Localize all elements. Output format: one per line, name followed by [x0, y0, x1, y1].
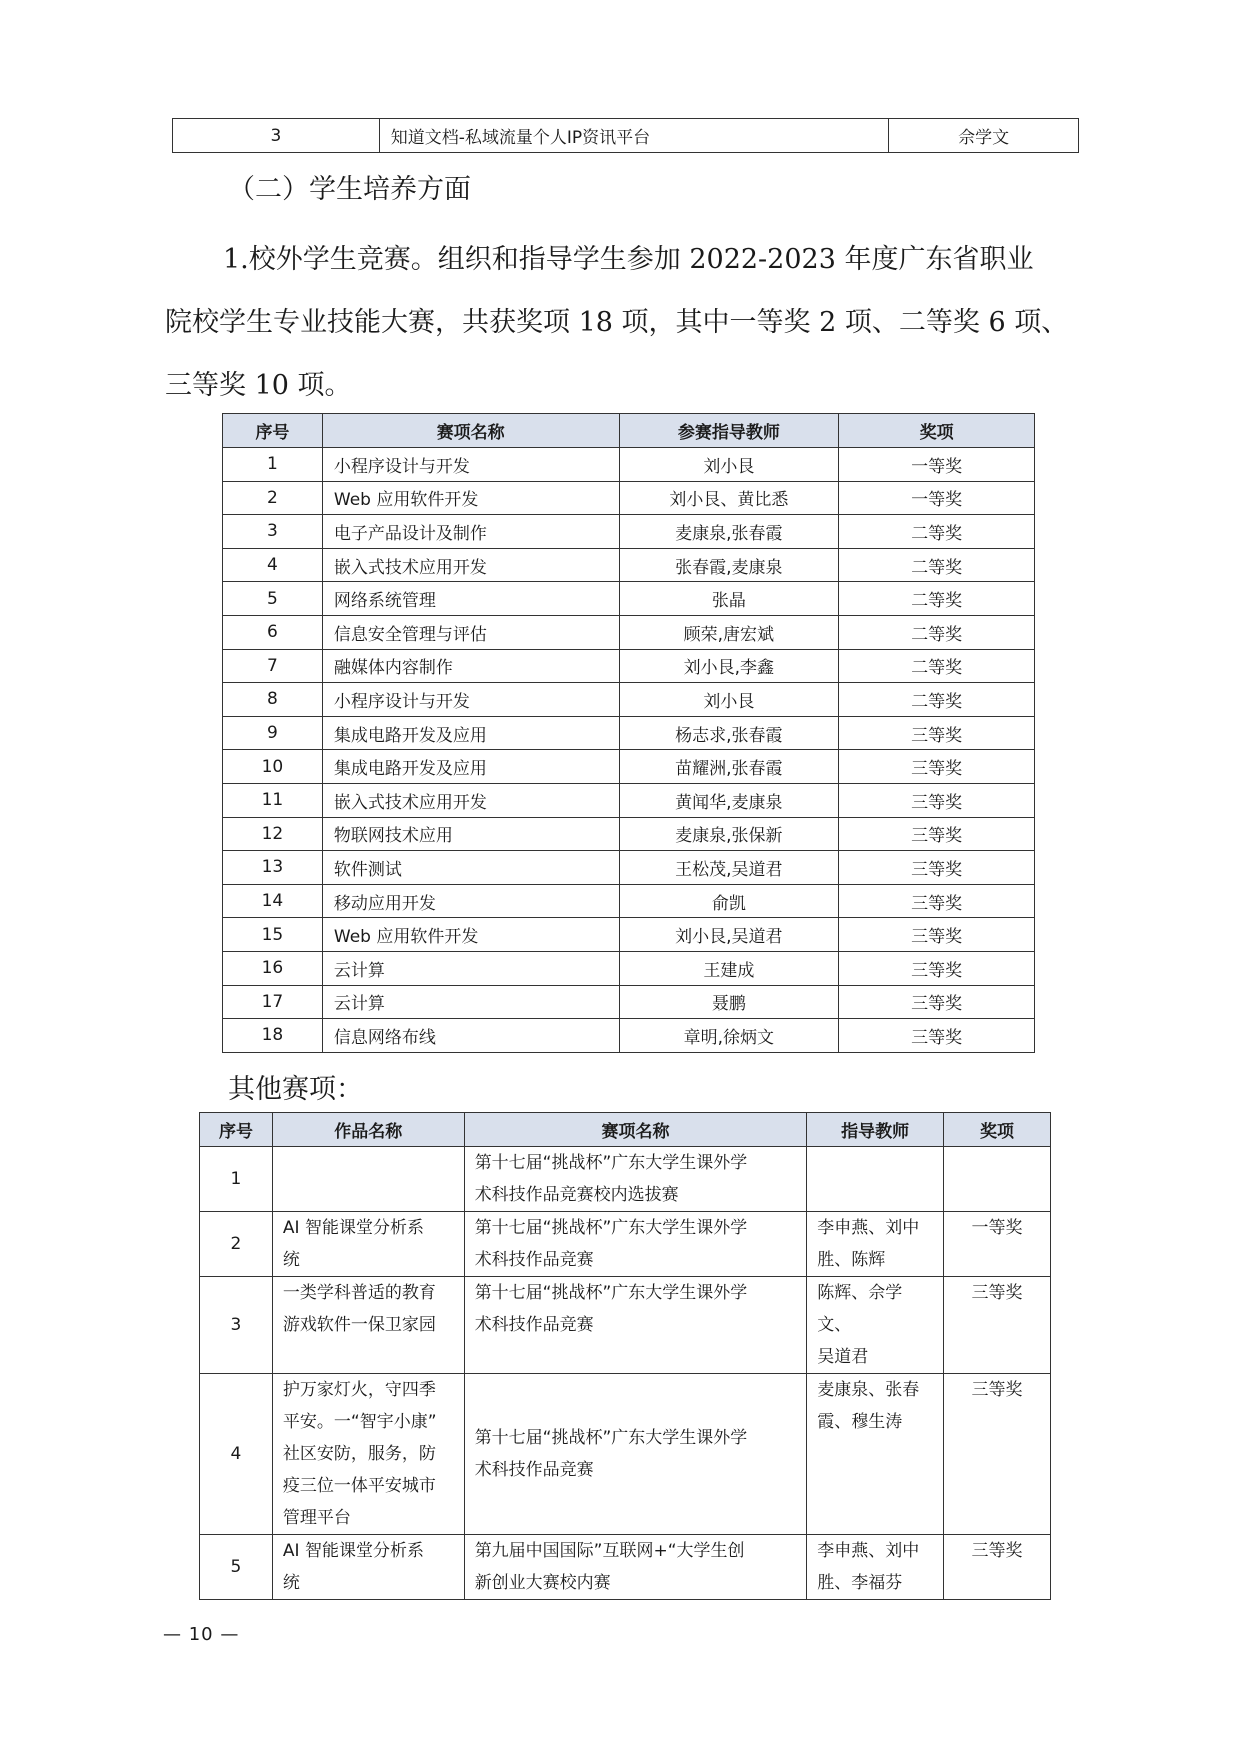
teacher-names: 麦康泉,张保新	[619, 817, 839, 851]
teacher-names: 顾荣,唐宏斌	[619, 615, 839, 649]
contest-name-line: 第十七届“挑战杯”广东大学生课外学	[474, 1283, 748, 1303]
table-row	[200, 1212, 1051, 1277]
row-number: 12	[223, 817, 323, 851]
teacher-names-line: 李申燕、刘中	[817, 1218, 920, 1238]
contest-name: Web 应用软件开发	[322, 918, 619, 952]
row-number: 15	[223, 918, 323, 952]
teacher-names: 俞凯	[619, 884, 839, 918]
award-level: 二等奖	[839, 515, 1035, 549]
table-header-row	[223, 414, 1035, 448]
column-header: 参赛指导教师	[619, 414, 839, 448]
column-header: 序号	[200, 1113, 273, 1147]
teacher-names: 麦康泉,张春霞	[619, 515, 839, 549]
work-name-line: 一类学科普适的教育	[282, 1283, 436, 1303]
table-row	[173, 119, 1079, 153]
work-name-line: 游戏软件一保卫家园	[282, 1315, 436, 1335]
contest-name: 网络系统管理	[322, 582, 619, 616]
contest-name	[464, 1374, 807, 1535]
other-contests-table	[199, 1112, 1051, 1600]
teacher-names: 黄闻华,麦康泉	[619, 783, 839, 817]
paragraph-line: 1.校外学生竞赛。组织和指导学生参加 2022-2023 年度广东省职业	[223, 244, 1034, 275]
row-number: 9	[223, 716, 323, 750]
award-level	[944, 1147, 1051, 1212]
table-row	[223, 448, 1035, 482]
work-name	[272, 1277, 464, 1374]
row-number: 18	[223, 1019, 323, 1053]
teacher-names: 章明,徐炳文	[619, 1019, 839, 1053]
paragraph-line: 三等奖 10 项。	[165, 370, 352, 401]
teacher-names: 张春霞,麦康泉	[619, 548, 839, 582]
award-level: 三等奖	[944, 1277, 1051, 1374]
teacher-names: 刘小艮	[619, 448, 839, 482]
work-name-line: AI 智能课堂分析系	[282, 1218, 424, 1238]
award-level: 三等奖	[839, 716, 1035, 750]
teacher-names: 苗耀洲,张春霞	[619, 750, 839, 784]
work-name	[272, 1212, 464, 1277]
column-header: 作品名称	[272, 1113, 464, 1147]
contest-name: 云计算	[322, 951, 619, 985]
table-row	[223, 1019, 1035, 1053]
award-level: 二等奖	[839, 649, 1035, 683]
row-number: 3	[223, 515, 323, 549]
teacher-names-line: 胜、陈辉	[817, 1250, 886, 1270]
table-row	[223, 481, 1035, 515]
contest-name-line: 新创业大赛校内赛	[474, 1573, 611, 1593]
table-row	[200, 1374, 1051, 1535]
table-row	[223, 985, 1035, 1019]
row-number: 17	[223, 985, 323, 1019]
section-heading: （二）学生培养方面	[228, 174, 471, 205]
teacher-names-line: 吴道君	[817, 1347, 869, 1367]
contest-name-line: 第十七届“挑战杯”广东大学生课外学	[474, 1428, 748, 1448]
award-level: 二等奖	[839, 548, 1035, 582]
work-name-line: 统	[282, 1573, 300, 1593]
table-row	[223, 582, 1035, 616]
contest-name-line: 术科技作品竞赛	[474, 1250, 594, 1270]
work-name-line: 疫三位一体平安城市	[282, 1476, 436, 1496]
contest-name: 集成电路开发及应用	[322, 750, 619, 784]
row-number: 7	[223, 649, 323, 683]
contest-name-line: 第十七届“挑战杯”广东大学生课外学	[474, 1218, 748, 1238]
contest-name: 物联网技术应用	[322, 817, 619, 851]
table-row	[200, 1535, 1051, 1600]
work-name-line: 护万家灯火，守四季	[282, 1380, 436, 1400]
table-row	[223, 851, 1035, 885]
teacher-names	[807, 1277, 944, 1374]
teacher-names: 王松茂,吴道君	[619, 851, 839, 885]
contest-name: 嵌入式技术应用开发	[322, 783, 619, 817]
row-number: 14	[223, 884, 323, 918]
table-header-row	[200, 1113, 1051, 1147]
row-number: 2	[223, 481, 323, 515]
teacher-names-line: 霞、穆生涛	[817, 1412, 903, 1432]
table-row	[223, 615, 1035, 649]
award-level: 一等奖	[839, 448, 1035, 482]
teacher-names	[807, 1374, 944, 1535]
page-number: — 10 —	[163, 1624, 240, 1645]
column-header: 赛项名称	[322, 414, 619, 448]
table-row	[223, 951, 1035, 985]
contest-name: 小程序设计与开发	[322, 448, 619, 482]
row-number: 16	[223, 951, 323, 985]
award-level: 三等奖	[839, 1019, 1035, 1053]
column-header: 赛项名称	[464, 1113, 807, 1147]
table-row	[223, 683, 1035, 717]
row-number: 5	[223, 582, 323, 616]
contest-name: Web 应用软件开发	[322, 481, 619, 515]
row-number: 1	[223, 448, 323, 482]
award-level: 三等奖	[839, 951, 1035, 985]
teacher-names: 杨志求,张春霞	[619, 716, 839, 750]
project-name: 知道文档-私域流量个人IP资讯平台	[379, 119, 888, 153]
row-number: 2	[200, 1212, 273, 1277]
award-level: 三等奖	[839, 750, 1035, 784]
work-name-line: 管理平台	[282, 1508, 351, 1528]
teacher-names: 张晶	[619, 582, 839, 616]
contest-name	[464, 1277, 807, 1374]
contest-name: 软件测试	[322, 851, 619, 885]
row-number: 4	[223, 548, 323, 582]
row-number: 3	[200, 1277, 273, 1374]
award-level: 三等奖	[839, 985, 1035, 1019]
teacher-names	[807, 1535, 944, 1600]
teacher-names	[807, 1212, 944, 1277]
contest-name-line: 第九届中国国际”互联网+“大学生创	[474, 1541, 745, 1561]
table-row	[223, 750, 1035, 784]
award-level: 三等奖	[839, 817, 1035, 851]
teacher-names: 刘小艮	[619, 683, 839, 717]
work-name-line: AI 智能课堂分析系	[282, 1541, 424, 1561]
award-level: 三等奖	[839, 783, 1035, 817]
contest-name-line: 术科技作品竞赛	[474, 1460, 594, 1480]
work-name	[272, 1535, 464, 1600]
row-number: 5	[200, 1535, 273, 1600]
contest-name-line: 术科技作品竞赛校内选拔赛	[474, 1185, 679, 1205]
row-number: 6	[223, 615, 323, 649]
contest-name-line: 第十七届“挑战杯”广东大学生课外学	[474, 1153, 748, 1173]
award-level: 三等奖	[944, 1374, 1051, 1535]
award-level: 二等奖	[839, 615, 1035, 649]
column-header: 奖项	[839, 414, 1035, 448]
table-row	[223, 783, 1035, 817]
body-paragraph	[165, 228, 1105, 417]
work-name	[272, 1374, 464, 1535]
table-row	[223, 515, 1035, 549]
table-row	[223, 918, 1035, 952]
contest-name-line: 术科技作品竞赛	[474, 1315, 594, 1335]
awards-table	[222, 413, 1035, 1053]
teacher-names: 刘小艮、黄比悉	[619, 481, 839, 515]
contest-name: 嵌入式技术应用开发	[322, 548, 619, 582]
paragraph-line: 院校学生专业技能大赛，共获奖项 18 项，其中一等奖 2 项、二等奖 6 项、	[165, 307, 1069, 338]
table-row	[223, 716, 1035, 750]
person-name: 佘学文	[889, 119, 1079, 153]
teacher-names: 聂鹏	[619, 985, 839, 1019]
row-number: 13	[223, 851, 323, 885]
row-number: 4	[200, 1374, 273, 1535]
contest-name	[464, 1212, 807, 1277]
contest-name: 小程序设计与开发	[322, 683, 619, 717]
contest-name: 信息安全管理与评估	[322, 615, 619, 649]
contest-name	[464, 1535, 807, 1600]
contest-name: 电子产品设计及制作	[322, 515, 619, 549]
work-name-line: 平安。一“智宇小康”	[282, 1412, 437, 1432]
teacher-names: 王建成	[619, 951, 839, 985]
teacher-names-line: 李申燕、刘中	[817, 1541, 920, 1561]
contest-name	[464, 1147, 807, 1212]
row-number: 1	[200, 1147, 273, 1212]
teacher-names: 刘小艮,李鑫	[619, 649, 839, 683]
table-row	[200, 1277, 1051, 1374]
table-row	[223, 548, 1035, 582]
work-name	[272, 1147, 464, 1212]
row-number: 10	[223, 750, 323, 784]
column-header: 指导教师	[807, 1113, 944, 1147]
award-level: 一等奖	[944, 1212, 1051, 1277]
row-number: 11	[223, 783, 323, 817]
table-row	[223, 817, 1035, 851]
award-level: 三等奖	[839, 918, 1035, 952]
contest-name: 融媒体内容制作	[322, 649, 619, 683]
work-name-line: 统	[282, 1250, 300, 1270]
teacher-names-line: 胜、李福芬	[817, 1573, 903, 1593]
column-header: 奖项	[944, 1113, 1051, 1147]
teacher-names-line: 麦康泉、张春	[817, 1380, 920, 1400]
other-contests-heading: 其他赛项：	[228, 1074, 363, 1105]
award-level: 三等奖	[839, 851, 1035, 885]
column-header: 序号	[223, 414, 323, 448]
table-row	[223, 649, 1035, 683]
row-number: 8	[223, 683, 323, 717]
teacher-names	[807, 1147, 944, 1212]
work-name-line: 社区安防，服务，防	[282, 1444, 436, 1464]
contest-name: 云计算	[322, 985, 619, 1019]
contest-name: 集成电路开发及应用	[322, 716, 619, 750]
contest-name: 移动应用开发	[322, 884, 619, 918]
table-row	[200, 1147, 1051, 1212]
contest-name: 信息网络布线	[322, 1019, 619, 1053]
top-table	[172, 118, 1079, 153]
award-level: 三等奖	[839, 884, 1035, 918]
row-number: 3	[173, 119, 380, 153]
award-level: 二等奖	[839, 582, 1035, 616]
award-level: 三等奖	[944, 1535, 1051, 1600]
teacher-names: 刘小艮,吴道君	[619, 918, 839, 952]
teacher-names-line: 陈辉、佘学文、	[817, 1283, 903, 1335]
award-level: 二等奖	[839, 683, 1035, 717]
award-level: 一等奖	[839, 481, 1035, 515]
table-row	[223, 884, 1035, 918]
